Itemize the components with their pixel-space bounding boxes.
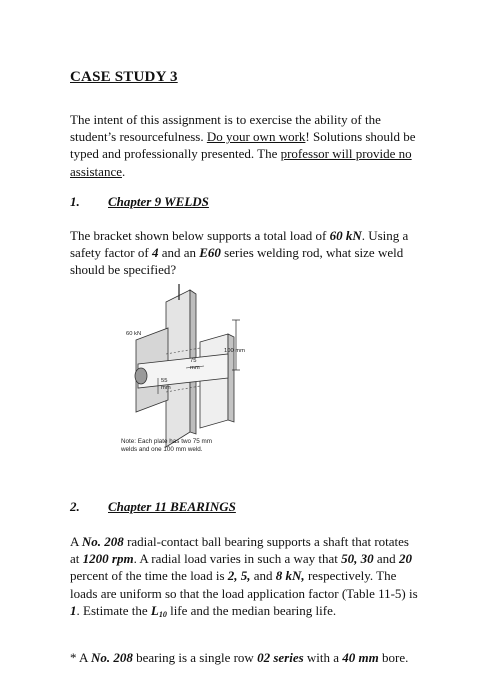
intro-text-2: ! Solutions should be typed and professionally presented. The: [70, 129, 416, 162]
section-2-heading: [70, 499, 236, 515]
bracket-drawing: [108, 282, 276, 462]
s2-t6: and: [250, 568, 276, 584]
s2-t3: . A radial load varies in such a way that: [133, 551, 342, 567]
s2-t8: . Estimate the: [76, 602, 151, 618]
s2-bearing-no: No. 208: [81, 534, 124, 549]
section-2-paragraph: [70, 533, 420, 623]
section-1-heading: [70, 194, 209, 210]
section-1-number: 1.: [70, 194, 80, 209]
n2-t1: * A: [70, 650, 91, 665]
n2-bore-size: 40 mm: [342, 650, 379, 665]
s1-factor-value: 4: [151, 245, 159, 261]
figure-note-line-2: welds and one 100 mm weld.: [121, 446, 203, 453]
intro-emphasis-no-assistance: professor will provide no assistance: [70, 146, 412, 179]
section-2-number: 2.: [70, 499, 80, 514]
load-pin: [135, 368, 147, 384]
s2-L: L: [150, 602, 159, 618]
n2-t4: bore.: [378, 650, 409, 665]
dim-55-label-top: 55: [161, 378, 168, 384]
figure-note-line-1: Note: Each plate has two 75 mm: [121, 438, 213, 445]
n2-t2: bearing is a single row: [132, 650, 258, 665]
n2-bearing-no: No. 208: [90, 650, 133, 665]
dim-55-label-bottom: mm: [161, 385, 171, 391]
s2-load3: 8 kN,: [275, 568, 305, 584]
s2-t4: and: [373, 551, 399, 567]
n2-series: 02 series: [257, 650, 304, 665]
load-label: 60 kN: [126, 331, 142, 337]
s2-t7: respectively. The loads are uniform so that the load application factor (Table 11-5) is: [70, 568, 418, 601]
n2-t3: with a: [303, 650, 343, 665]
s1-load-value: 60 kN: [329, 228, 362, 243]
bracket-figure: [108, 282, 276, 462]
s2-loads: 2, 5,: [227, 568, 251, 584]
s2-t9: life and the median bearing life.: [166, 602, 337, 618]
intro-paragraph: [70, 111, 420, 180]
s2-pct: 50, 30: [341, 551, 374, 567]
figure-note: [121, 438, 271, 454]
s2-t1: A: [70, 534, 82, 549]
section-1-title: Chapter 9 WELDS: [108, 194, 209, 209]
s1-rod-value: E60: [199, 245, 221, 261]
intro-text-3: .: [121, 163, 126, 179]
dim-100-label: 100 mm: [224, 348, 245, 354]
section-1-paragraph: [70, 227, 420, 279]
s2-t5: percent of the time the load is: [70, 568, 228, 584]
page-title: CASE STUDY 3: [70, 69, 178, 85]
s2-speed: 1200 rpm: [82, 551, 134, 567]
s1-text-c: and an: [158, 245, 200, 261]
s1-text-b: . Using a safety factor of: [70, 228, 409, 261]
s2-t2: radial-contact ball bearing supports a shaft that rotates at: [70, 534, 409, 567]
s1-text-d: series welding rod, what size weld should be specified?: [70, 245, 404, 278]
s2-af: 1: [70, 602, 77, 618]
s2-pct2: 20: [398, 551, 412, 567]
section-2-title: Chapter 11 BEARINGS: [108, 499, 236, 514]
intro-emphasis-own-work: Do your own work: [206, 129, 306, 145]
s2-L-subscript: 10: [158, 609, 167, 619]
dim-75-label-top: 75: [190, 358, 197, 364]
s1-text-a: The bracket shown below supports a total load of: [70, 228, 330, 243]
dim-75-label-bottom: mm: [190, 365, 200, 371]
bearing-note: [70, 649, 420, 666]
intro-text-1: The intent of this assignment is to exercise the ability of the student’s resourcefulness.: [70, 112, 381, 145]
